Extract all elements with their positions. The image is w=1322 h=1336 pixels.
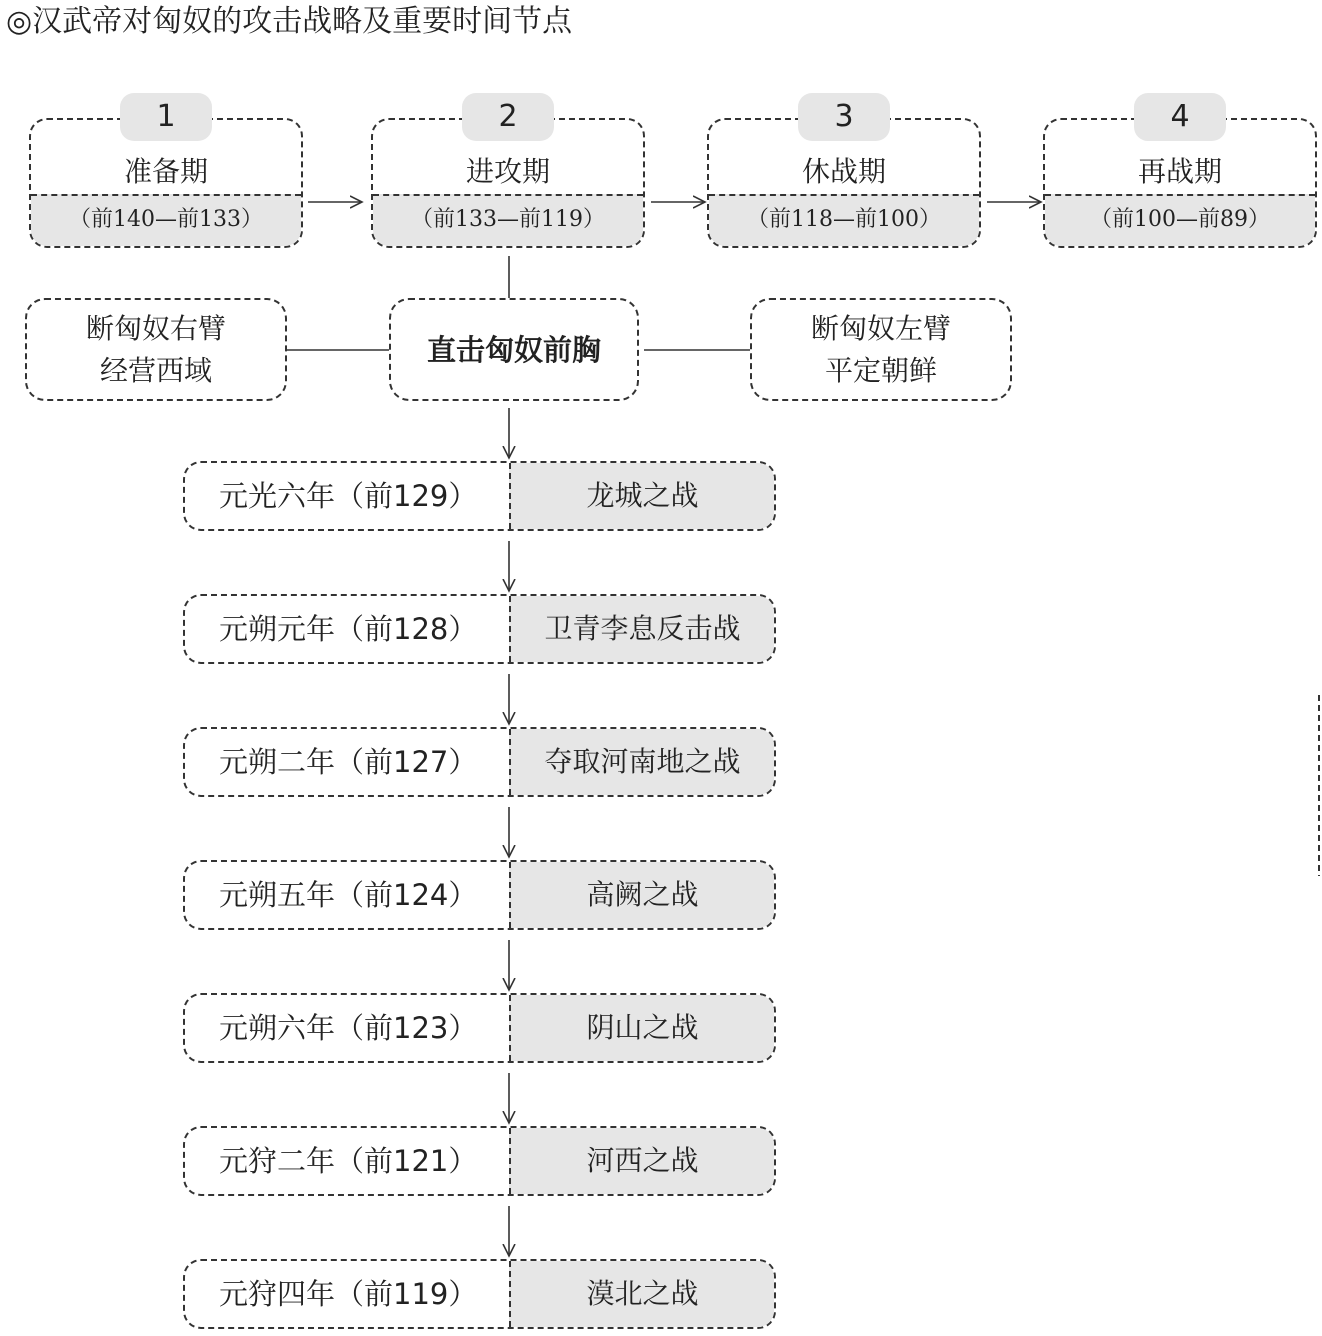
battle-box bbox=[183, 1259, 776, 1329]
battle-date: 元朔六年（前123） bbox=[219, 1011, 478, 1045]
strategy-line: 平定朝鲜 bbox=[824, 353, 937, 387]
battle-date: 元狩四年（前119） bbox=[219, 1277, 478, 1311]
battle-name: 卫青李息反击战 bbox=[509, 596, 774, 662]
phase-number-badge: 4 bbox=[1134, 93, 1226, 141]
battle-box bbox=[183, 993, 776, 1063]
battle-date: 元朔二年（前127） bbox=[219, 745, 478, 779]
strategy-line: 经营西域 bbox=[99, 353, 212, 387]
phase-number-badge: 2 bbox=[462, 93, 554, 141]
strategy-box-left bbox=[25, 298, 287, 401]
battle-box bbox=[183, 1126, 776, 1196]
strategy-box-right bbox=[750, 298, 1012, 401]
phase-number-badge: 1 bbox=[120, 93, 212, 141]
phase-range: （前118—前100） bbox=[709, 194, 979, 246]
strategy-line: 直击匈奴前胸 bbox=[426, 332, 601, 367]
battle-name: 夺取河南地之战 bbox=[509, 729, 774, 795]
battle-name: 漠北之战 bbox=[509, 1261, 774, 1327]
phase-range: （前100—前89） bbox=[1045, 194, 1315, 246]
battle-name: 阴山之战 bbox=[509, 995, 774, 1061]
battle-box bbox=[183, 860, 776, 930]
battle-name: 龙城之战 bbox=[509, 463, 774, 529]
battle-date: 元狩二年（前121） bbox=[219, 1144, 478, 1178]
battle-box bbox=[183, 727, 776, 797]
phase-name: 进攻期 bbox=[465, 155, 550, 188]
battle-date: 元朔五年（前124） bbox=[219, 878, 478, 912]
battle-name: 高阙之战 bbox=[509, 862, 774, 928]
phase-name: 休战期 bbox=[801, 155, 886, 188]
phase-range: （前140—前133） bbox=[31, 194, 301, 246]
diagram-title: ◎汉武帝对匈奴的攻击战略及重要时间节点 bbox=[6, 4, 573, 39]
strategy-box-center bbox=[389, 298, 639, 401]
battle-date: 元光六年（前129） bbox=[219, 479, 478, 513]
strategy-line: 断匈奴左臂 bbox=[810, 311, 951, 345]
phase-name: 准备期 bbox=[123, 155, 208, 188]
battle-name: 河西之战 bbox=[509, 1128, 774, 1194]
strategy-line: 断匈奴右臂 bbox=[85, 311, 226, 345]
phase-name: 再战期 bbox=[1137, 155, 1222, 188]
phase-number-badge: 3 bbox=[798, 93, 890, 141]
battle-date: 元朔元年（前128） bbox=[219, 612, 478, 646]
battle-box bbox=[183, 461, 776, 531]
battle-box bbox=[183, 594, 776, 664]
phase-range: （前133—前119） bbox=[373, 194, 643, 246]
